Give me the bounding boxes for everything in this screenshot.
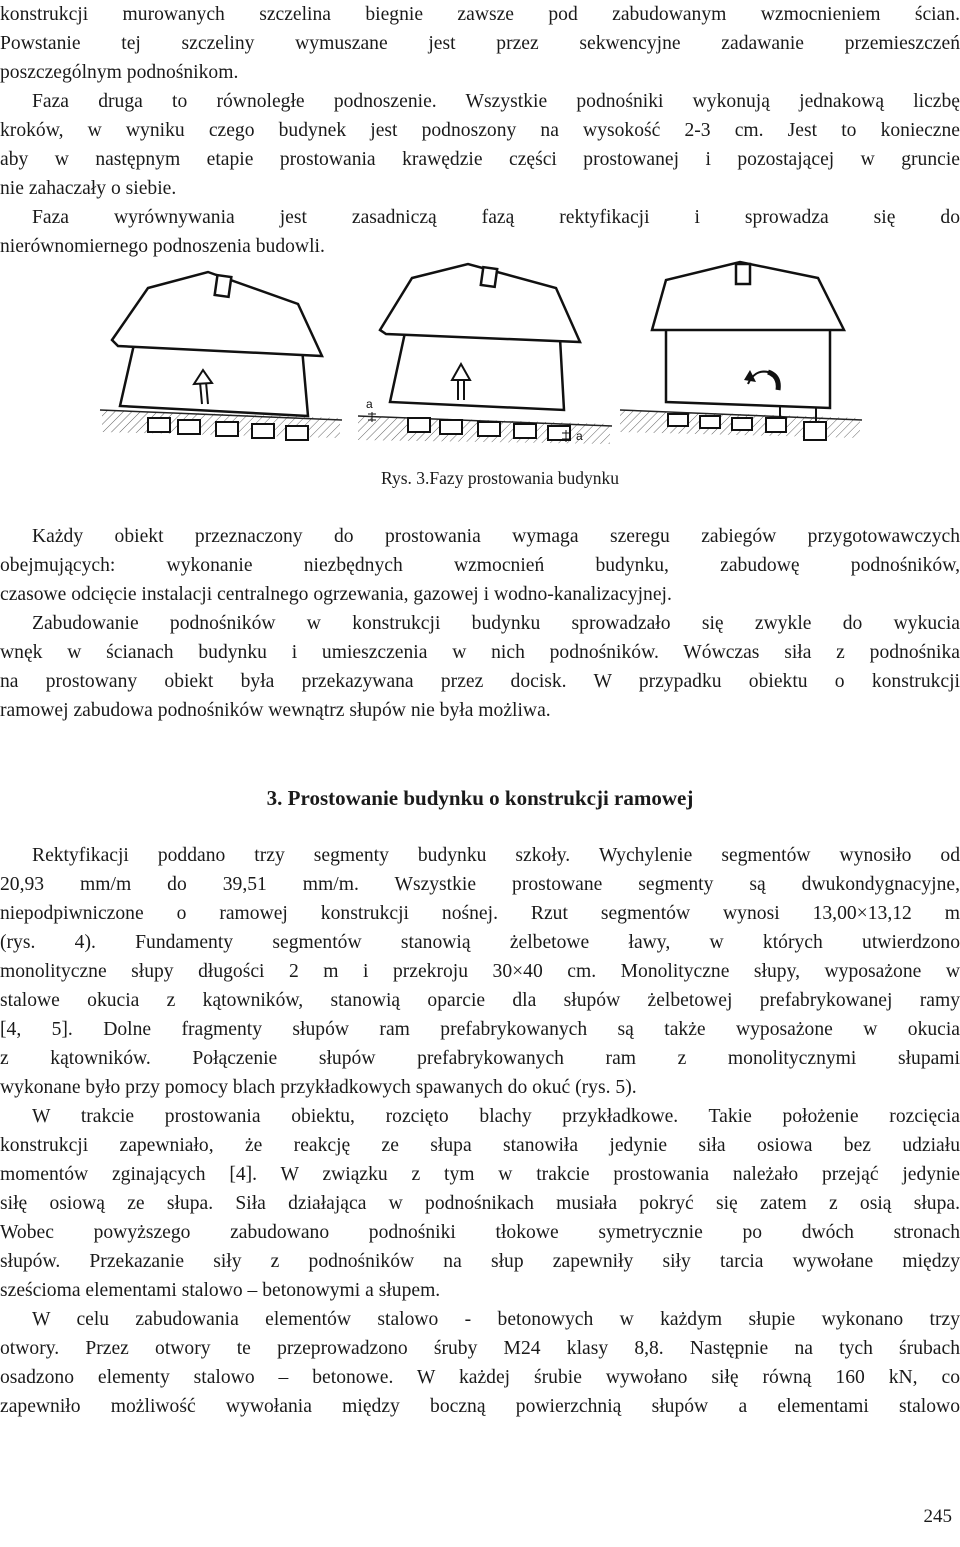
paragraph-line: [4, 5]. Dolne fragmenty słupów ram prefabrykowanych są także wyposażone w okucia [0, 1019, 960, 1040]
paragraph-line: konstrukcji murowanych szczelina biegnie zawsze pod zabudowanym wzmocnieniem ścian. [0, 4, 960, 25]
house-phase-2 [358, 264, 612, 444]
paragraph-line: sześcioma elementami stalowo – betonowymi a słupem. [0, 1280, 441, 1301]
section-heading: 3. Prostowanie budynku o konstrukcji ramowej [266, 786, 694, 810]
paragraph-line: stalowe okucia z kątowników, stanowią oparcie dla słupów żelbetowej prefabrykowanej ramy [0, 990, 960, 1011]
paragraph-line: zapewniło możliwość wywołania między boczną powierzchnią słupów a elementami stalowo [0, 1396, 960, 1417]
paragraph-line: Rektyfikacji poddano trzy segmenty budynku szkoły. Wychylenie segmentów wynosiło od [32, 845, 960, 866]
paragraph-line: aby w następnym etapie prostowania krawędzie części prostowanej i pozostającej w gruncie [0, 149, 960, 170]
paragraph-line: Faza druga to równoległe podnoszenie. Wszystkie podnośniki wykonują jednakową liczbę [32, 91, 960, 112]
figure-straightening-phases [90, 258, 870, 463]
paragraph-line: Zabudowanie podnośników w konstrukcji budynku sprowadzało się zwykle do wykucia [32, 613, 960, 634]
paragraph-line: kroków, w wyniku czego budynek jest podnoszony na wysokość 2-3 cm. Jest to konieczne [0, 120, 960, 141]
paragraph-line: monolityczne słupy długości 2 m i przekroju 30×40 cm. Monolityczne słupy, wyposażone w [0, 961, 960, 982]
figure-caption: Rys. 3.Fazy prostowania budynku [381, 468, 619, 488]
paragraph-line: słupów. Przekazanie siły z podnośników na słup zapewniły siły tarcia wywołane między [0, 1251, 960, 1272]
paragraph-line: nierównomiernego podnoszenia budowli. [0, 236, 325, 257]
house-phase-3 [620, 262, 862, 440]
paragraph-line: nie zahaczały o siebie. [0, 178, 177, 199]
paragraph-line: niepodpiwniczone o ramowej konstrukcji nośnej. Rzut segmentów wynosi 13,00×13,12 m [0, 903, 960, 924]
page-number: 245 [923, 1506, 952, 1527]
paragraph-line: momentów zginających [4]. W związku z tym w trakcie prostowania należało przejąć jedynie [0, 1164, 960, 1185]
paragraph-line: osadzono elementy stalowo – betonowe. W każdej śrubie wywołano siłę równą 160 kN, co [0, 1367, 960, 1388]
paragraph-line: wykonane było przy pomocy blach przykładkowych spawanych do okuć (rys. 5). [0, 1077, 637, 1098]
paragraph-line: Faza wyrównywania jest zasadniczą fazą rektyfikacji i sprowadza się do [32, 207, 960, 228]
paragraph-line: otwory. Przez otwory te przeprowadzono śruby M24 klasy 8,8. Następnie na tych śrubach [0, 1338, 960, 1359]
paragraph-line: W celu zabudowania elementów stalowo - betonowych w każdym słupie wykonano trzy [32, 1309, 960, 1330]
paragraph-line: obejmujących: wykonanie niezbędnych wzmocnień budynku, zabudowę podnośników, [0, 555, 960, 576]
paragraph-line: Wobec powyższego zabudowano podnośniki tłokowe symetrycznie po dwóch stronach [0, 1222, 960, 1243]
paragraph-line: poszczególnym podnośnikom. [0, 62, 239, 83]
paragraph-line: (rys. 4). Fundamenty segmentów stanowią żelbetowe ławy, w których utwierdzono [0, 932, 960, 953]
paragraph-line: czasowe odcięcie instalacji centralnego ogrzewania, gazowej i wodno-kanalizacyjnej. [0, 584, 672, 605]
paragraph-line: Powstanie tej szczeliny wymuszane jest przez sekwencyjne zadawanie przemieszczeń [0, 33, 960, 54]
house-phase-1 [100, 272, 342, 440]
paragraph-line: siłę osiową ze słupa. Siła działająca w podnośnikach musiała pokryć się zatem z osią słupa. [0, 1193, 960, 1214]
paragraph-line: Każdy obiekt przeznaczony do prostowania wymaga szeregu zabiegów przygotowawczych [32, 526, 960, 547]
paragraph-line: na prostowany obiekt była przekazywana przez docisk. W przypadku obiektu o konstrukcji [0, 671, 960, 692]
paragraph-line: 20,93 mm/m do 39,51 mm/m. Wszystkie prostowane segmenty są dwukondygnacyjne, [0, 874, 960, 895]
paragraph-line: W trakcie prostowania obiektu, rozcięto blachy przykładkowe. Takie położenie rozcięcia [32, 1106, 960, 1127]
paragraph-line: ramowej zabudowa podnośników wewnątrz słupów nie była możliwa. [0, 700, 551, 721]
paragraph-line: wnęk w ścianach budynku i umieszczenia w nich podnośników. Wówczas siła z podnośnika [0, 642, 960, 663]
paragraph-line: konstrukcji zapewniało, że reakcję ze słupa stanowiła jedynie siła osiowa bez udziału [0, 1135, 960, 1156]
paragraph-line: z kątowników. Połączenie słupów prefabrykowanych ram z monolitycznymi słupami [0, 1048, 960, 1069]
label-a-right: a [576, 429, 583, 443]
label-a-left: a [366, 397, 373, 411]
